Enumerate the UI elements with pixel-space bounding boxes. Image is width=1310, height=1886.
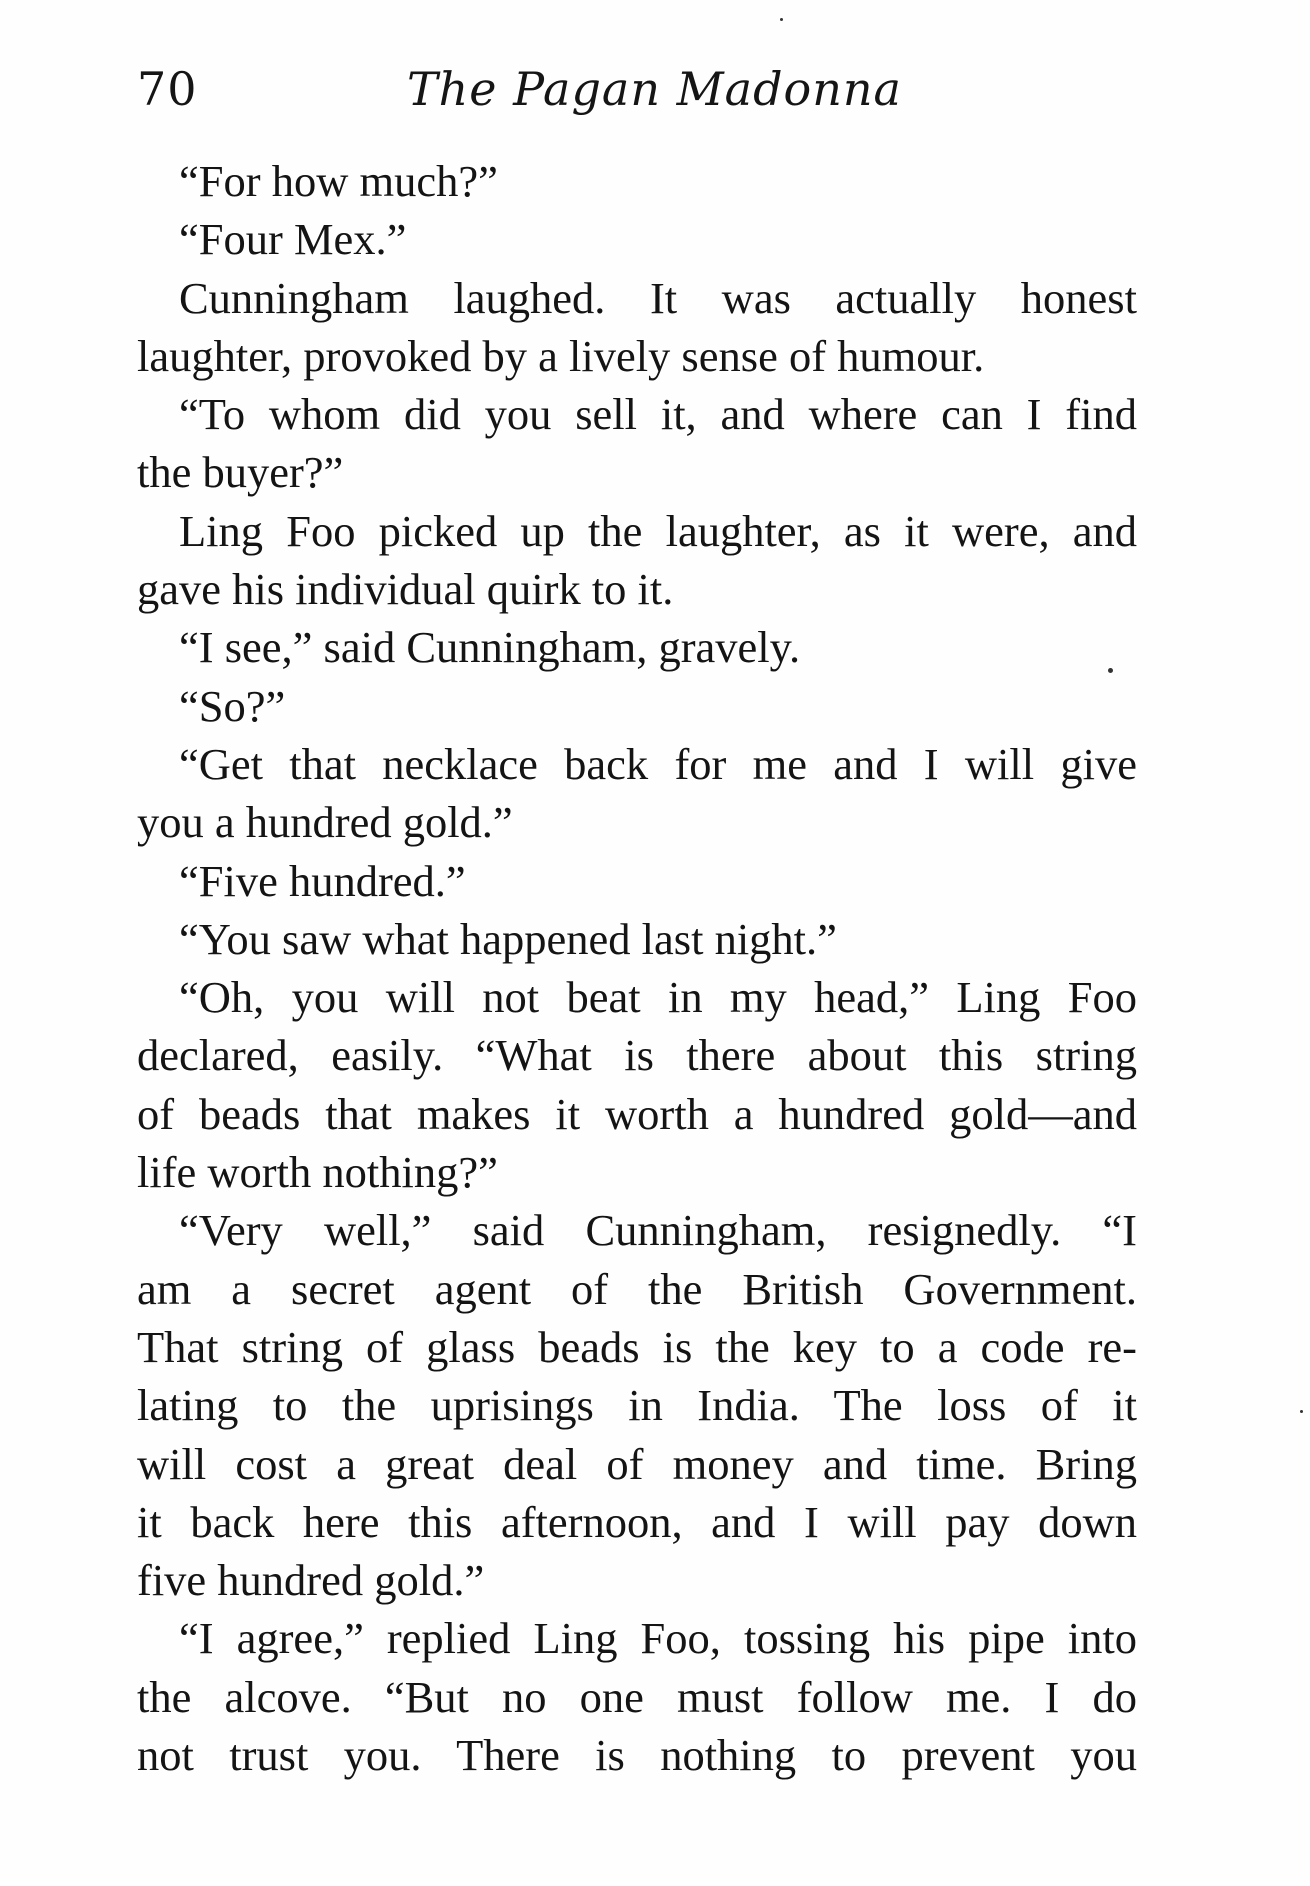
text-line: five hundred gold.” [137,1555,485,1606]
running-header [137,62,1137,132]
text-line: Cunningham laughed. It was actually honest [179,272,1137,323]
scan-speck [1300,1410,1303,1413]
text-line: gave his individual quirk to it. [137,564,674,615]
text-line: it back here this afternoon, and I will pay down [137,1496,1137,1547]
text-line: the alcove. “But no one must follow me. I do [137,1671,1137,1722]
text-line: of beads that makes it worth a hundred gold—and [137,1088,1137,1139]
text-line: “To whom did you sell it, and where can I find [179,389,1137,440]
text-line: That string of glass beads is the key to a code re- [137,1321,1137,1372]
text-line: the buyer?” [137,447,344,498]
text-line: “Very well,” said Cunningham, resignedly. “I [179,1205,1137,1256]
text-line: “You saw what happened last night.” [179,913,837,964]
body-text [137,152,1137,1784]
text-line: “Four Mex.” [179,214,407,265]
text-line: “Get that necklace back for me and I will give [179,738,1137,789]
text-line: not trust you. There is nothing to prevent you [137,1730,1137,1781]
text-line: “I agree,” replied Ling Foo, tossing his pipe into [179,1613,1137,1664]
text-line: you a hundred gold.” [137,797,513,848]
text-line: “Five hundred.” [179,855,466,906]
text-line: “Oh, you will not beat in my head,” Ling Foo [179,972,1137,1023]
scan-speck [780,18,783,21]
text-line: am a secret agent of the British Government. [137,1263,1137,1314]
text-line: lating to the uprisings in India. The loss of it [137,1380,1137,1431]
running-title: The Pagan Madonna [407,62,902,116]
scan-speck [1108,668,1113,673]
text-line: “For how much?” [179,156,498,206]
text-line: laughter, provoked by a lively sense of humour. [137,330,985,381]
text-line: “I see,” said Cunningham, gravely. [179,622,801,673]
text-line: declared, easily. “What is there about this string [137,1030,1137,1081]
text-line: “So?” [179,680,286,731]
text-line: life worth nothing?” [137,1147,498,1198]
text-line: Ling Foo picked up the laughter, as it were, and [179,505,1137,556]
page-number: 70 [137,62,198,116]
text-line: will cost a great deal of money and time. Bring [137,1438,1137,1489]
